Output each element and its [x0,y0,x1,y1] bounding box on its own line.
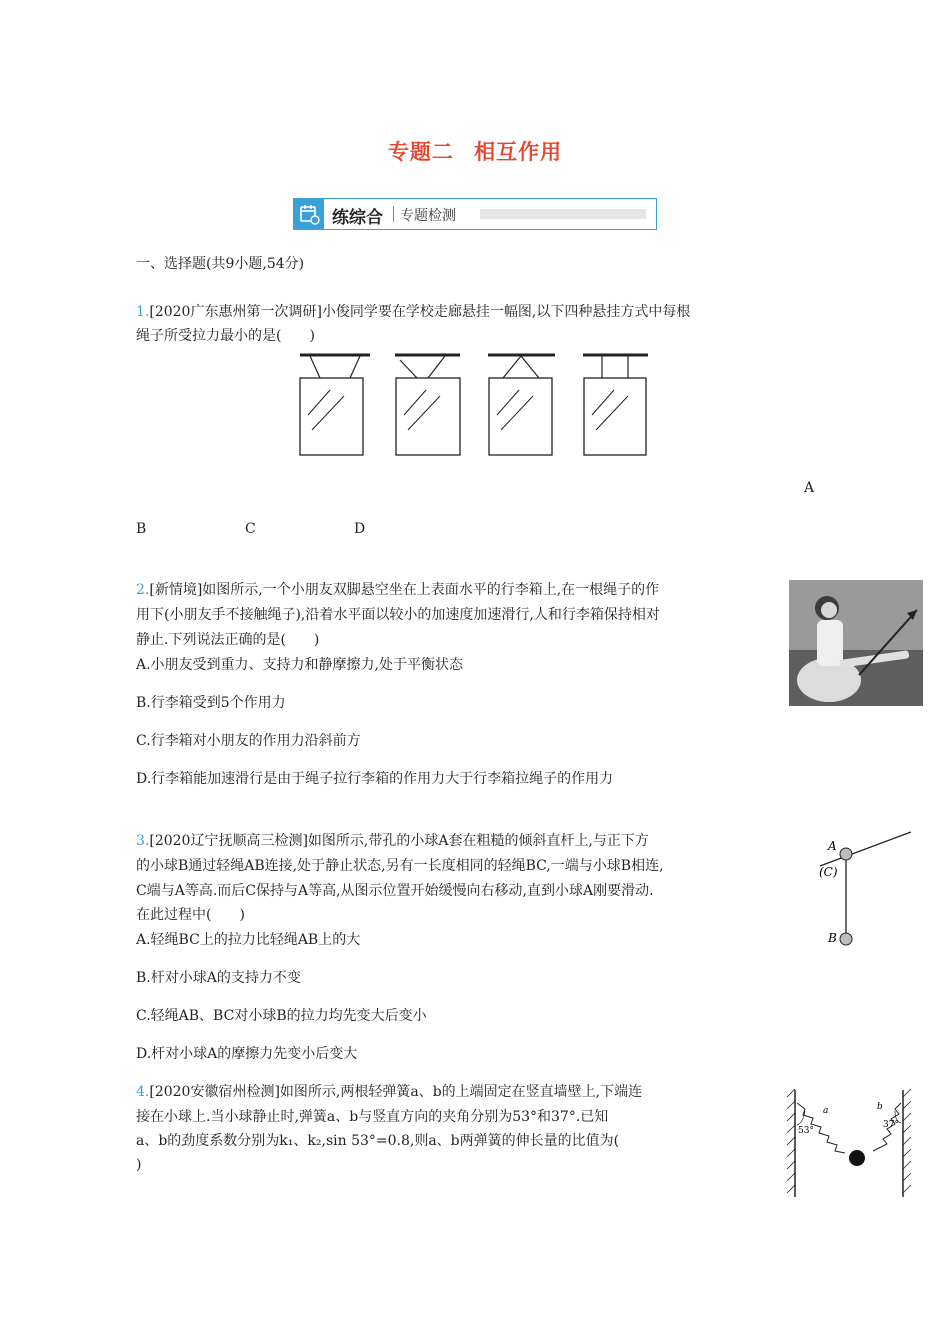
q3-label-b: B [828,931,837,945]
q1-line-2: 绳子所受拉力最小的是( ) [136,328,315,344]
q3-label-c: (C) [819,865,838,879]
q2-line-2: 用下(小朋友手不接触绳子),沿着水平面以较小的加速度加速滑行,人和行李箱保持相对 [136,607,660,623]
q2-line-3: 静止.下列说法正确的是( ) [136,632,320,648]
q3-line-4: 在此过程中( ) [136,907,245,923]
title-topic: 相互作用 [474,140,563,164]
q3-option-c: C.轻绳AB、BC对小球B的拉力均先变大后变小 [136,1008,427,1024]
q4-label-b: b [877,1102,883,1112]
q3-ball-a [840,848,852,860]
q4-line-3: a、b的劲度系数分别为k₁、k₂,sin 53°=0.8,则a、b两弹簧的伸长量的比值为( [136,1133,620,1149]
q3-rod-figure [815,828,915,953]
q4-angle-b: 37° [883,1120,899,1130]
q2-option-a: A.小朋友受到重力、支持力和静摩擦力,处于平衡状态 [136,657,464,673]
q3-line-1 [136,829,649,853]
q1-option-b: B [136,521,147,537]
q4-angle-a: 53° [798,1126,814,1136]
section-heading: 一、选择题(共9小题,54分) [136,256,305,272]
q3-option-a: A.轻绳BC上的拉力比轻绳AB上的大 [136,932,361,948]
banner-main-label: 练综合 [332,208,383,228]
q4-line-2: 接在小球上.当小球静止时,弹簧a、b与竖直方向的夹角分别为53°和37°.已知 [136,1109,609,1125]
q3-number: 3. [136,833,150,849]
q2-child-suitcase-photo [789,580,923,706]
q1-text-1: [2020广东惠州第一次调研]小俊同学要在学校走廊悬挂一幅图,以下四种悬挂方式中每根 [149,304,691,320]
q1-hanging-figures [290,350,660,460]
q3-line-3: C端与A等高.而后C保持与A等高,从图示位置开始缓慢向右移动,直到小球A刚要滑动. [136,883,654,899]
q3-label-a: A [828,839,837,853]
q2-option-b: B.行李箱受到5个作用力 [136,695,286,711]
q2-option-d: D.行李箱能加速滑行是由于绳子拉行李箱的作用力大于行李箱拉绳子的作用力 [136,771,614,787]
q1-figure-c [488,355,555,455]
q3-option-d: D.杆对小球A的摩擦力先变小后变大 [136,1046,358,1062]
title-chapter: 专题二 [387,140,454,164]
banner-sub-label: 专题检测 [400,208,456,224]
q1-option-c: C [245,521,256,537]
q4-ball [849,1150,865,1166]
section-banner [293,198,657,230]
page-title [0,136,950,166]
q1-number: 1. [136,304,150,320]
q4-line-4: ) [136,1157,142,1173]
q1-option-a: A [804,480,815,496]
q3-line-2: 的小球B通过轻绳AB连接,处于静止状态,另有一长度相同的轻绳BC,一端与小球B相连, [136,858,664,874]
q1-line-1 [136,300,690,324]
q2-option-c: C.行李箱对小朋友的作用力沿斜前方 [136,733,361,749]
q1-figure-d [583,355,648,455]
q3-option-b: B.杆对小球A的支持力不变 [136,970,301,986]
q4-spring-figure [785,1085,915,1200]
q4-line-1 [136,1080,642,1104]
q1-option-d: D [354,521,366,537]
q2-number: 2. [136,582,150,598]
q1-figure-b [395,355,460,455]
q3-ball-b [840,933,852,945]
q1-figure-a [300,355,370,455]
q3-text-1: [2020辽宁抚顺高三检测]如图所示,带孔的小球A套在粗糙的倾斜直杆上,与正下方 [149,833,649,849]
q4-text-1: [2020安徽宿州检测]如图所示,两根轻弹簧a、b的上端固定在竖直墙壁上,下端连 [149,1084,643,1100]
q4-label-a: a [823,1106,829,1116]
q2-text-1: [新情境]如图所示,一个小朋友双脚悬空坐在上表面水平的行李箱上,在一根绳子的作 [149,582,660,598]
q2-line-1 [136,578,659,602]
banner-divider [393,206,394,222]
calendar-icon [294,199,324,229]
q4-number: 4. [136,1084,150,1100]
banner-decor-bar [480,209,646,219]
